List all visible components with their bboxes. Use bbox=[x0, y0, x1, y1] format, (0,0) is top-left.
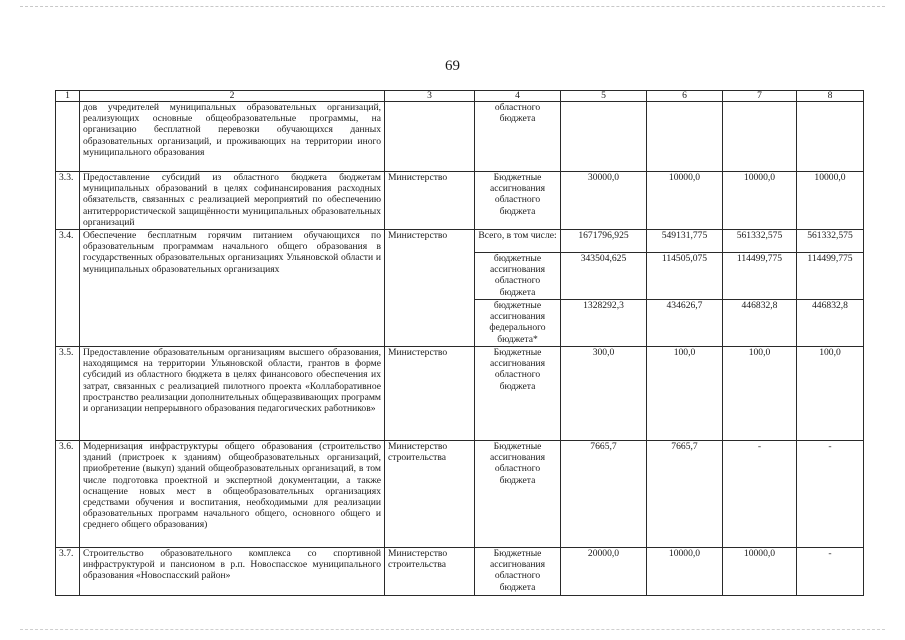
row-value-6: 549131,775 bbox=[647, 230, 723, 253]
row-ministry: Министерство строительства bbox=[385, 441, 475, 548]
table-row bbox=[56, 548, 864, 596]
row-value-6: 7665,7 bbox=[647, 441, 723, 548]
table-row bbox=[56, 441, 864, 548]
row-number: 3.6. bbox=[56, 441, 80, 548]
scan-edge-bottom bbox=[20, 629, 885, 632]
header-cell: 1 bbox=[56, 91, 80, 102]
row-value-8: 446832,8 bbox=[797, 300, 864, 347]
table-row bbox=[56, 172, 864, 230]
row-description: Предоставление образовательным организациям высшего образования, находящимся на территории Ульяновской области, грантов в форме субсидий из областного бюджета в целях финансового обеспечения их затрат, связанных с реализацией пилотного проекта «Коллаборативное пространство реализации дополнительных общеразвивающих программ и организации непрерывного образования педагогических работников» bbox=[80, 347, 385, 441]
row-value-8 bbox=[797, 102, 864, 172]
row-value-8: 561332,575 bbox=[797, 230, 864, 253]
row-number bbox=[56, 102, 80, 172]
row-value-6: 434626,7 bbox=[647, 300, 723, 347]
row-ministry: Министерство bbox=[385, 230, 475, 347]
row-number: 3.4. bbox=[56, 230, 80, 347]
page-number: 69 bbox=[445, 58, 460, 74]
row-description: Модернизация инфраструктуры общего образования (строительство зданий (пристроек к зданиям) общеобразовательных организаций, приобретение (выкуп) зданий общеобразовательных организаций, в том числе подготовка проектной и экспертной документации, а также оснащение новых мест в общеобразовательных организациях средствами обучения и воспитания, необходимыми для реализации образовательных программ начального общего, основного общего и среднего общего образования) bbox=[80, 441, 385, 548]
row-value-5: 30000,0 bbox=[561, 172, 647, 230]
header-cell: 3 bbox=[385, 91, 475, 102]
header-cell: 7 bbox=[723, 91, 797, 102]
row-value-7 bbox=[723, 102, 797, 172]
row-value-7: 10000,0 bbox=[723, 548, 797, 596]
row-number: 3.7. bbox=[56, 548, 80, 596]
row-description: Строительство образовательного комплекса со спортивной инфраструктурой и пансионом в р.п. Новоспасское муниципального образования «Новоспасский район» bbox=[80, 548, 385, 596]
row-value-5: 1671796,925 bbox=[561, 230, 647, 253]
row-funding-source: Бюджетные ассигнования областного бюджета bbox=[475, 347, 561, 441]
row-ministry: Министерство bbox=[385, 347, 475, 441]
row-value-5 bbox=[561, 102, 647, 172]
row-value-7: 446832,8 bbox=[723, 300, 797, 347]
row-value-7: 10000,0 bbox=[723, 172, 797, 230]
row-ministry: Министерство bbox=[385, 172, 475, 230]
row-value-8: 100,0 bbox=[797, 347, 864, 441]
table-row bbox=[56, 230, 864, 253]
row-value-8: - bbox=[797, 548, 864, 596]
row-ministry: Министерство строительства bbox=[385, 548, 475, 596]
header-cell: 8 bbox=[797, 91, 864, 102]
row-value-5: 20000,0 bbox=[561, 548, 647, 596]
row-value-7: - bbox=[723, 441, 797, 548]
header-cell: 4 bbox=[475, 91, 561, 102]
row-funding-source: бюджетные ассигнования областного бюджета bbox=[475, 253, 561, 300]
row-funding-source: бюджетные ассигнования федерального бюджета* bbox=[475, 300, 561, 347]
row-funding-source: Бюджетные ассигнования областного бюджета bbox=[475, 441, 561, 548]
row-funding-source: Бюджетные ассигнования областного бюджета bbox=[475, 548, 561, 596]
header-cell: 6 bbox=[647, 91, 723, 102]
row-value-5: 343504,625 bbox=[561, 253, 647, 300]
row-value-6 bbox=[647, 102, 723, 172]
row-value-5: 1328292,3 bbox=[561, 300, 647, 347]
row-number: 3.3. bbox=[56, 172, 80, 230]
row-value-8: - bbox=[797, 441, 864, 548]
scan-edge-top bbox=[20, 6, 885, 9]
row-value-6: 114505,075 bbox=[647, 253, 723, 300]
table-row bbox=[56, 102, 864, 172]
row-funding-source: Бюджетные ассигнования областного бюджета bbox=[475, 172, 561, 230]
row-ministry bbox=[385, 102, 475, 172]
table-row bbox=[56, 347, 864, 441]
row-value-6: 10000,0 bbox=[647, 548, 723, 596]
header-cell: 2 bbox=[80, 91, 385, 102]
row-value-7: 114499,775 bbox=[723, 253, 797, 300]
budget-table bbox=[55, 90, 864, 596]
row-value-6: 10000,0 bbox=[647, 172, 723, 230]
row-description: Обеспечение бесплатным горячим питанием обучающихся по образовательным программам начального общего образования в государственных образовательных организациях Ульяновской области и муниципальных образовательных организациях bbox=[80, 230, 385, 347]
row-value-7: 561332,575 bbox=[723, 230, 797, 253]
row-description: дов учредителей муниципальных образовательных организаций, реализующих основные общеобразовательные программы, на организацию бесплатной перевозки обучающихся данных образовательных организаций, и проживающих на территории иного муниципального образования bbox=[80, 102, 385, 172]
row-value-6: 100,0 bbox=[647, 347, 723, 441]
row-funding-source: областного бюджета bbox=[475, 102, 561, 172]
row-description: Предоставление субсидий из областного бюджета бюджетам муниципальных образований в целях софинансирования расходных обязательств, связанных с реализацией мероприятий по обеспечению антитеррористической защищённости муниципальных образовательных организаций bbox=[80, 172, 385, 230]
header-cell: 5 bbox=[561, 91, 647, 102]
row-value-5: 300,0 bbox=[561, 347, 647, 441]
header-row bbox=[56, 91, 864, 102]
row-value-5: 7665,7 bbox=[561, 441, 647, 548]
row-number: 3.5. bbox=[56, 347, 80, 441]
row-value-8: 10000,0 bbox=[797, 172, 864, 230]
row-funding-source: Всего, в том числе: bbox=[475, 230, 561, 253]
row-value-7: 100,0 bbox=[723, 347, 797, 441]
row-value-8: 114499,775 bbox=[797, 253, 864, 300]
